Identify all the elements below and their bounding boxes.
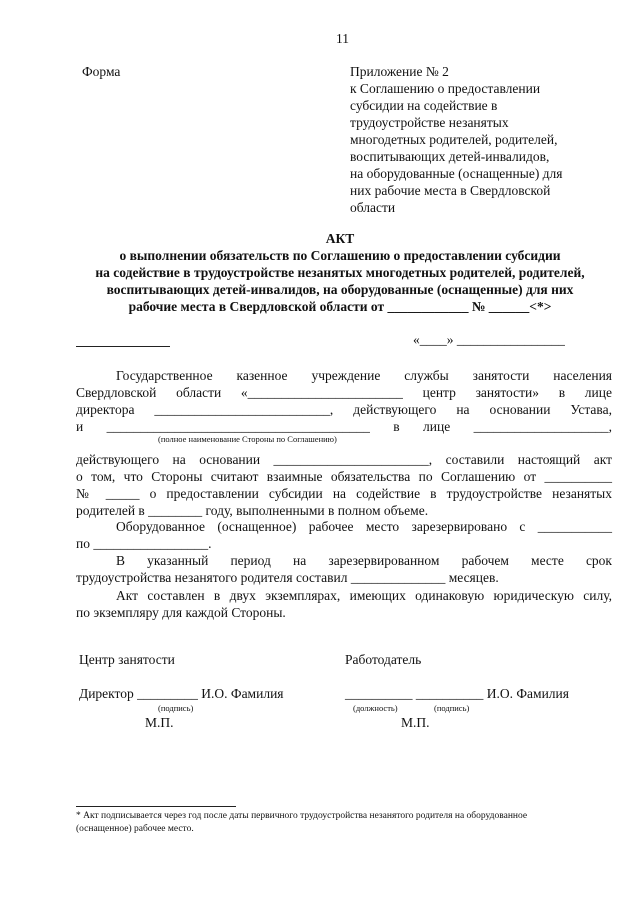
right-caption-signature: (подпись) [434,703,470,713]
text-line: по _________________. [76,536,212,551]
left-sign-caption: (подпись) [158,703,194,713]
text-line: и _______________________________________ в лице ____________________, [76,419,612,434]
left-sign-heading: Центр занятости [79,652,175,667]
title-heading: АКТ [325,231,355,246]
form-label: Форма [82,64,121,79]
party-caption: (полное наименование Стороны по Соглашению) [158,434,337,444]
footnote-separator [76,806,236,807]
text-line: трудоустройства незанятого родителя составил ______________ месяцев. [76,570,499,585]
place-blank-line [76,346,170,347]
text-line: действующего на основании _______________________, составили настоящий акт [76,452,612,467]
text-line: родителей в ________ году, выполненными в полном объеме. [76,503,429,518]
title-line: воспитывающих детей-инвалидов, на оборудованные (оснащенные) для них [106,282,574,297]
appendix-line: трудоустройстве незанятых [350,115,509,130]
title-line: на содействие в трудоустройстве незанятых многодетных родителей, родителей, [95,265,585,280]
left-sign-line: Директор _________ И.О. Фамилия [79,686,284,701]
appendix-line: субсидии на содействие в [350,98,498,113]
text-line: Акт составлен в двух экземплярах, имеющих одинаковую юридическую силу, [116,588,612,603]
left-stamp: М.П. [145,715,174,730]
appendix-line: области [350,200,396,215]
text-line: № _____ о предоставлении субсидии на содействие в трудоустройстве незанятых [76,486,612,501]
text-line: по экземпляру для каждой Стороны. [76,605,286,620]
text-line: В указанный период на зарезервированном рабочем месте срок [116,553,612,568]
right-sign-line: __________ __________ И.О. Фамилия [345,686,569,701]
appendix-line: Приложение № 2 [350,64,449,79]
date-line: «____» ________________ [413,332,565,347]
title-line: рабочие места в Свердловской области от ____________ № ______<*> [128,299,552,314]
text-line: о том, что Стороны считают взаимные обязательства по Соглашению от __________ [76,469,612,484]
appendix-block [350,63,563,216]
title-line: о выполнении обязательств по Соглашению о предоставлении субсидии [119,248,561,263]
footnote [76,810,527,836]
appendix-line: них рабочие места в Свердловской [350,183,551,198]
right-stamp: М.П. [401,715,430,730]
text-line: директора __________________________, действующего на основании Устава, [76,402,612,417]
appendix-line: к Соглашению о предоставлении [350,81,541,96]
paragraph-1 [76,367,612,435]
text-line: Свердловской области «_______________________ центр занятости» в лице [76,385,612,400]
appendix-line: воспитывающих детей-инвалидов, [350,149,550,164]
text-line: Оборудованное (оснащенное) рабочее место зарезервировано с ___________ [116,519,612,534]
paragraph-2 [76,451,612,519]
appendix-line: на оборудованные (оснащенные) для [350,166,563,181]
text-line: Государственное казенное учреждение службы занятости населения [116,368,612,383]
paragraph-5 [76,587,612,621]
page-number: 11 [336,31,349,46]
footnote-line: (оснащенное) рабочее место. [76,824,194,834]
right-caption-position: (должность) [353,703,398,713]
paragraph-4 [76,552,612,586]
paragraph-3 [76,518,612,552]
document-title [60,230,620,315]
appendix-line: многодетных родителей, родителей, [350,132,558,147]
right-sign-heading: Работодатель [345,652,422,667]
footnote-line: * Акт подписывается через год после даты первичного трудоустройства незанятого родителя на оборудованное [76,811,528,821]
